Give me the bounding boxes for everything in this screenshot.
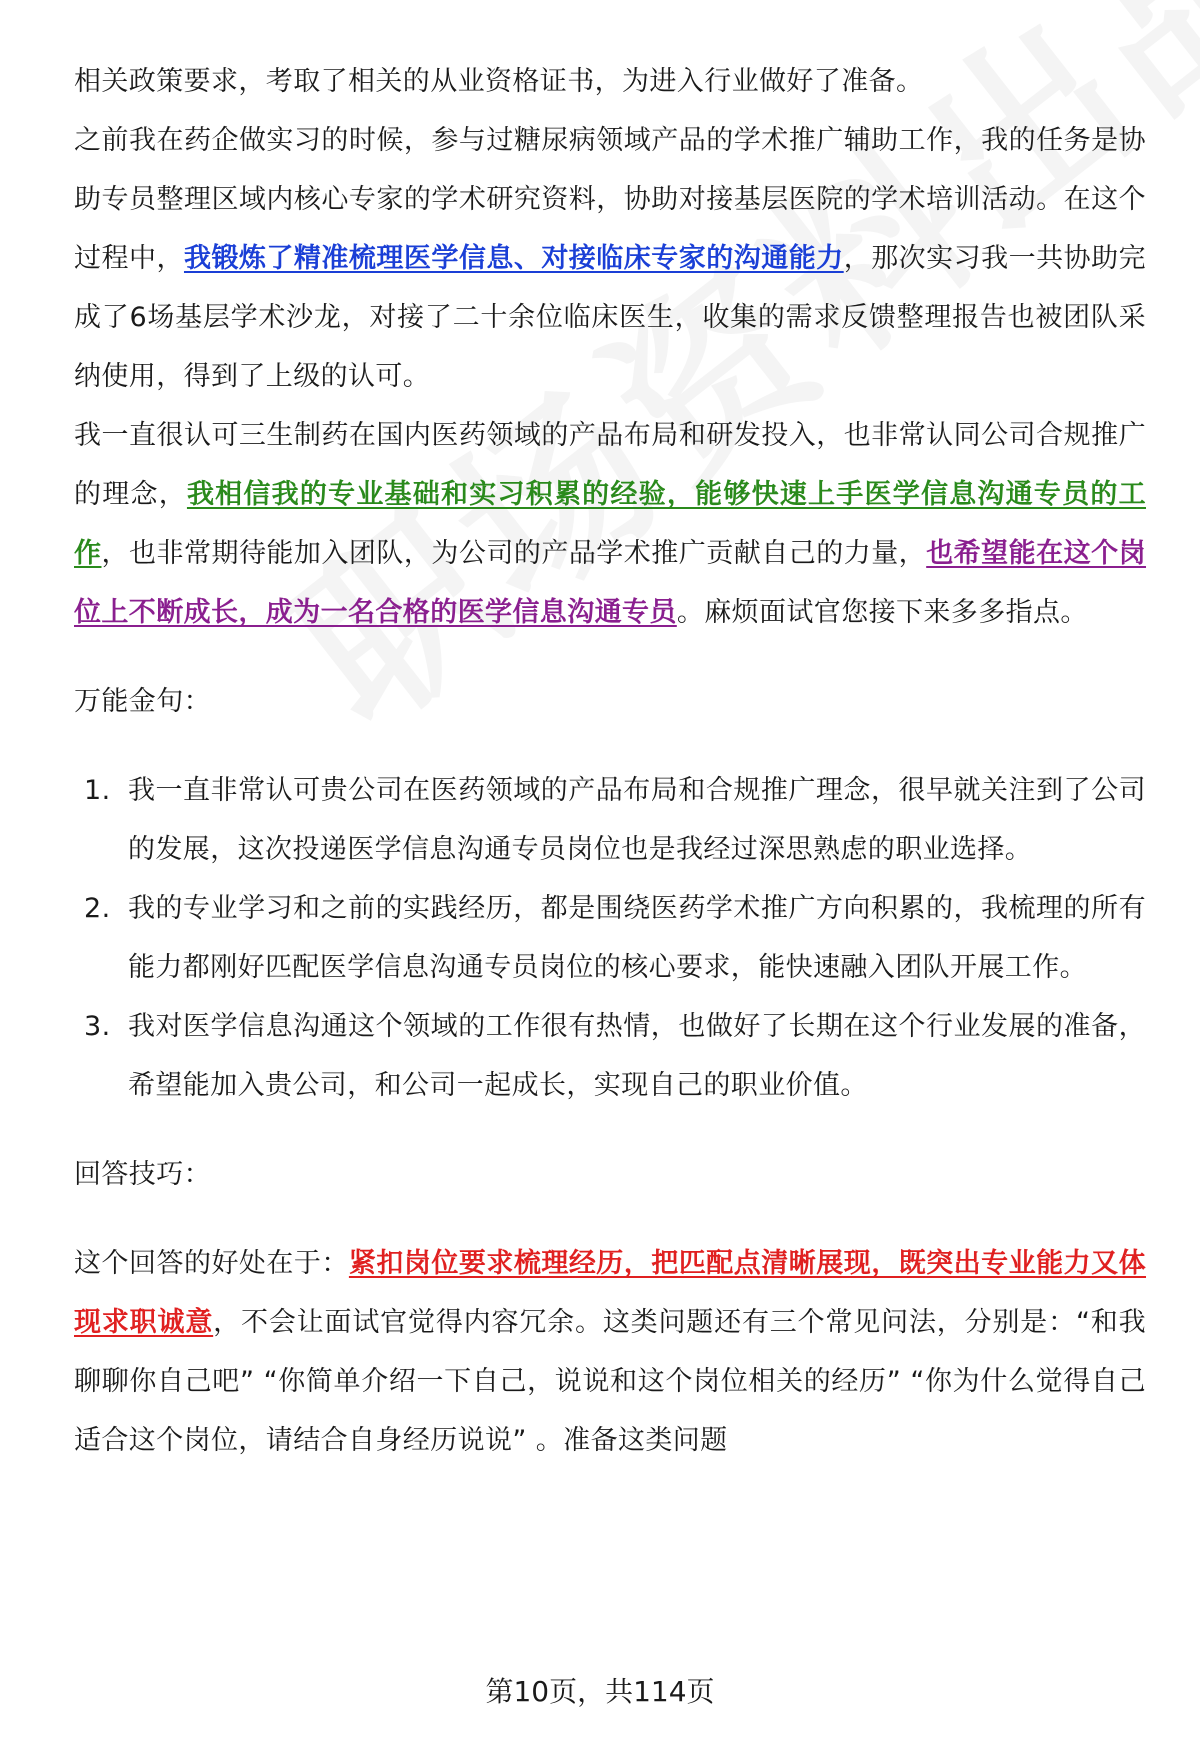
paragraph-text: ，不会让面试官觉得内容冗余。这类问题还有三个常见问法，分别是：“和我聊聊你自己吧” “你简单介绍一下自己，说说和这个岗位相关的经历” “你为什么觉得自己适合这个岗位，请结合自身经历说说” 。准备这类问题 (74, 1307, 1147, 1456)
list-item-text: 我的专业学习和之前的实践经历，都是围绕医药学术推广方向积累的，我梳理的所有能力都刚好匹配医学信息沟通专员岗位的核心要求，能快速融入团队开展工作。 (128, 893, 1146, 983)
spacer (74, 1115, 1146, 1145)
page-number: 第10页，共114页 (485, 1675, 715, 1708)
paragraph-text: 。麻烦面试官您接下来多多指点。 (676, 597, 1088, 628)
golden-heading: 万能金句： (74, 686, 211, 717)
list-item (74, 879, 1146, 997)
paragraph-internship (74, 111, 1146, 406)
paragraph-text: ，那次实习我一共协助完成了6场基层学术沙龙，对接了二十余位临床医生，收集的需求反馈整理报告也被团队采纳使用，得到了上级的认可。 (74, 243, 1146, 392)
golden-list (74, 761, 1146, 1115)
list-item-text: 我对医学信息沟通这个领域的工作很有热情，也做好了长期在这个行业发展的准备，希望能加入贵公司，和公司一起成长，实现自己的职业价值。 (128, 1011, 1146, 1101)
list-number: 2. (84, 893, 111, 924)
list-item-text: 我一直非常认可贵公司在医药领域的产品布局和合规推广理念，很早就关注到了公司的发展，这次投递医学信息沟通专员岗位也是我经过深思熟虑的职业选择。 (128, 775, 1146, 865)
paragraph-text: 之前我在药企做实习的时候，参与过糖尿病领域产品的学术推广辅助工作，我的任务是协助专员整理区域内核心专家的学术研究资料，协助对接基层医院的学术培训活动。在这个过程中， (74, 125, 1146, 274)
paragraph-company (74, 406, 1146, 642)
paragraph-text: 这个回答的好处在于： (74, 1248, 349, 1279)
highlight-green: 我相信我的专业基础和实习积累的经验，能够快速上手医学信息沟通专员的工作 (74, 479, 1146, 569)
list-item (74, 761, 1146, 879)
paragraph-1: 相关政策要求，考取了相关的从业资格证书，为进入行业做好了准备。 (74, 66, 924, 97)
highlight-red: 紧扣岗位要求梳理经历，把匹配点清晰展现，既突出专业能力又体现求职诚意 (74, 1248, 1147, 1338)
highlight-purple: 也希望能在这个岗位上不断成长，成为一名合格的医学信息沟通专员 (74, 538, 1147, 628)
paragraph-tips (74, 1234, 1146, 1470)
tips-heading: 回答技巧： (74, 1159, 211, 1190)
spacer (74, 731, 1146, 761)
document-page (74, 52, 1146, 1470)
list-number: 1. (84, 775, 111, 806)
list-number: 3. (84, 1011, 111, 1042)
list-item (74, 997, 1146, 1115)
paragraph-text: ，也非常期待能加入团队，为公司的产品学术推广贡献自己的力量， (101, 538, 927, 569)
spacer (74, 1204, 1146, 1234)
highlight-blue: 我锻炼了精准梳理医学信息、对接临床专家的沟通能力 (183, 243, 844, 274)
paragraph-text: 我一直很认可三生制药在国内医药领域的产品布局和研发投入，也非常认同公司合规推广的理念， (74, 420, 1146, 510)
spacer (74, 642, 1146, 672)
